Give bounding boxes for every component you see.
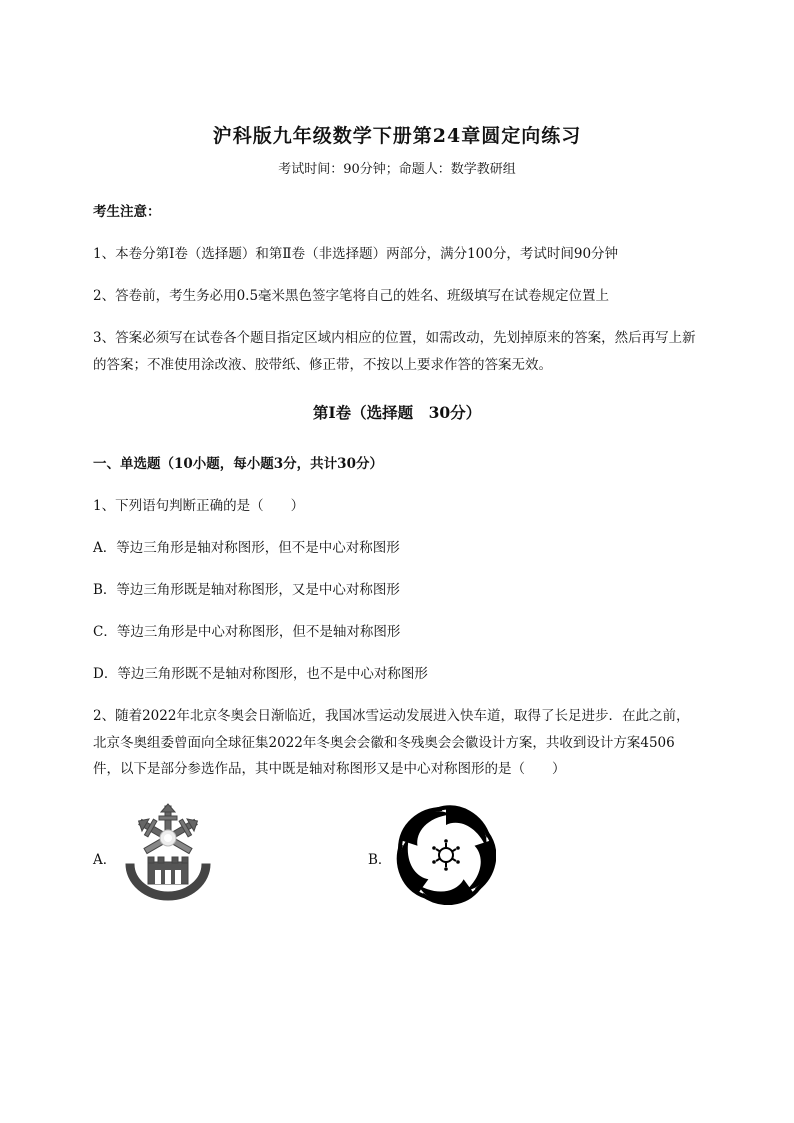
question-2-option-b-label: B． <box>368 852 392 868</box>
notice-item: 2、答卷前，考生务必用0.5毫米黑色签字笔将自己的姓名、班级填写在试卷规定位置上 <box>93 288 610 304</box>
question-1-option-a: A．等边三角形是轴对称图形，但不是中心对称图形 <box>93 540 400 556</box>
section-title: 第Ⅰ卷（选择题 30分） <box>312 403 482 422</box>
notice-heading: 考生注意： <box>93 204 161 220</box>
question-2-stem-line: 件，以下是部分参选作品，其中既是轴对称图形又是中心对称图形的是（ ） <box>93 761 566 777</box>
notice-item: 3、答案必须写在试卷各个题目指定区域内相应的位置，如需改动，先划掉原来的答案，然后再写上新 <box>93 330 696 346</box>
notice-item: 1、本卷分第Ⅰ卷（选择题）和第Ⅱ卷（非选择题）两部分，满分100分，考试时间90分钟 <box>93 246 619 262</box>
question-2-stem-line: 2、随着2022年北京冬奥会日渐临近，我国冰雪运动发展进入快车道，取得了长足进步．在此之前， <box>93 708 690 724</box>
emblem-a-image <box>120 802 216 902</box>
exam-info: 考试时间：90分钟；命题人：数学教研组 <box>278 162 516 177</box>
question-1-option-c: C．等边三角形是中心对称图形，但不是轴对称图形 <box>93 624 401 640</box>
question-2-stem-line: 北京冬奥组委曾面向全球征集2022年冬奥会会徽和冬残奥会会徽设计方案，共收到设计方案4506 <box>93 735 675 751</box>
page-title: 沪科版九年级数学下册第24章圆定向练习 <box>212 125 582 147</box>
question-1-stem: 1、下列语句判断正确的是（ ） <box>93 498 305 514</box>
emblem-b-image <box>396 805 496 905</box>
part-heading: 一、单选题（10小题，每小题3分，共计30分） <box>93 456 383 472</box>
question-1-option-b: B．等边三角形既是轴对称图形，又是中心对称图形 <box>93 582 400 598</box>
question-2-option-a-label: A． <box>93 852 117 868</box>
notice-item: 的答案；不准使用涂改液、胶带纸、修正带，不按以上要求作答的答案无效。 <box>93 357 552 373</box>
question-1-option-d: D．等边三角形既不是轴对称图形，也不是中心对称图形 <box>93 666 428 682</box>
